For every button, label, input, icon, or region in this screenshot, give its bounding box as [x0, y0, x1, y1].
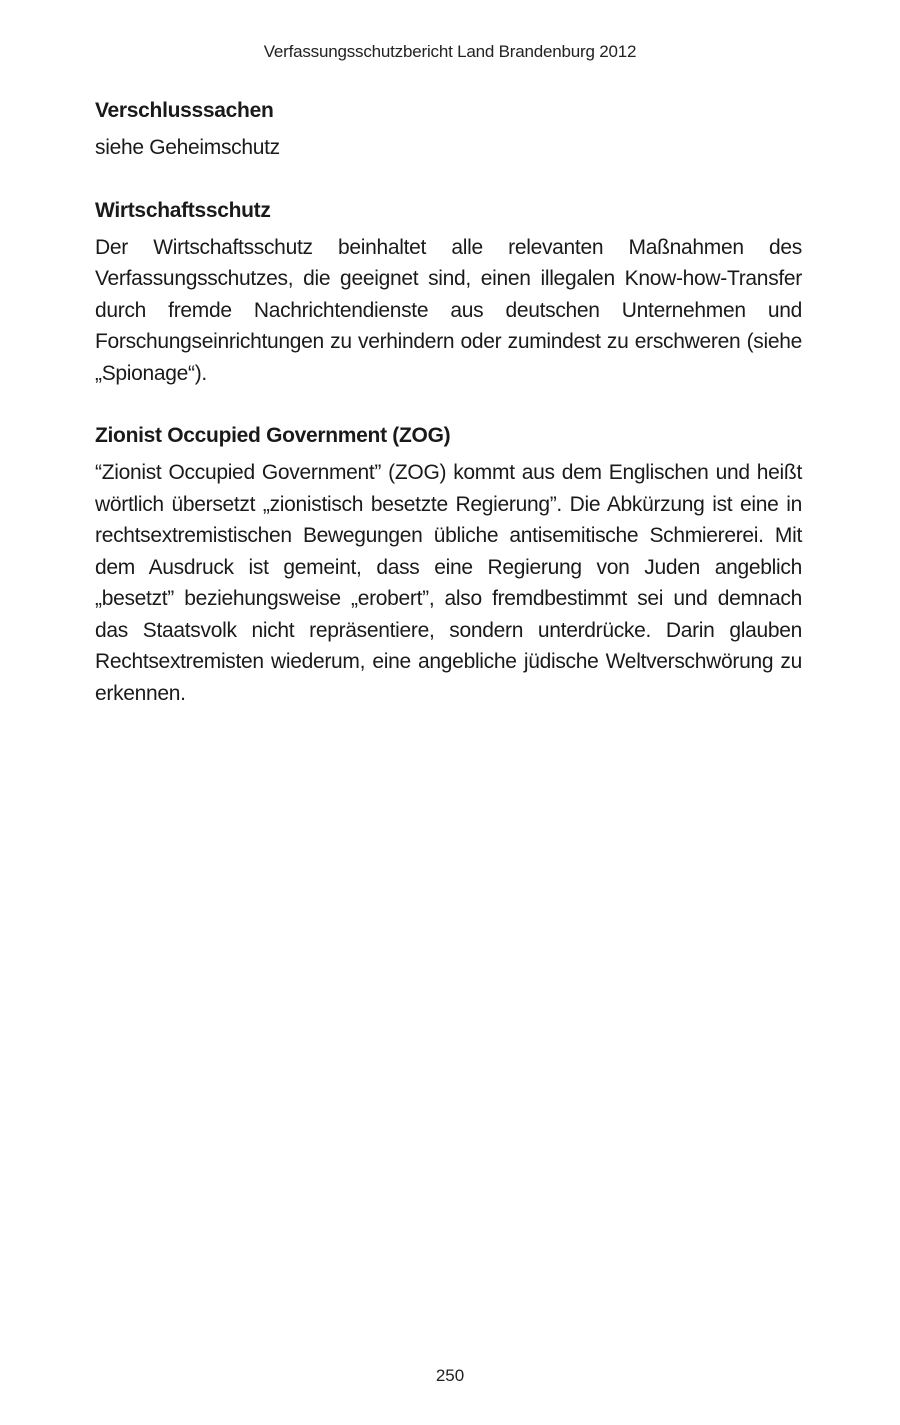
glossary-term: Zionist Occupied Government (ZOG)	[95, 424, 451, 447]
glossary-definition: Der Wirtschaftsschutz beinhaltet alle relevanten Maßnahmen des Verfassungsschutzes, die geeignet sind, einen illegalen Know-how-Transfer durch fremde Nachrichtendienste aus deutschen Unternehmen und Forschungseinrichtungen zu verhindern oder zumindest zu erschweren (siehe „Spionage“).	[95, 235, 802, 385]
glossary-definition: “Zionist Occupied Government” (ZOG) kommt aus dem Englischen und heißt wörtlich übersetzt „zionistisch besetzte Regierung”. Die Abkürzung ist eine in rechtsextremistischen Bewegungen übliche antisemitische Schmiererei. Mit dem Ausdruck ist gemeint, dass eine Regierung von Juden angeblich „besetzt” beziehungsweise „erobert”, also fremdbestimmt sei und demnach das Staatsvolk nicht repräsentiere, sondern unterdrücke. Darin glauben Rechtsextremisten wiederum, eine angebliche jüdische Weltverschwörung zu erkennen.	[95, 461, 802, 705]
glossary-term: Verschlusssachen	[95, 99, 274, 122]
glossary-term: Wirtschaftsschutz	[95, 198, 271, 222]
glossary-entry-wirtschaftsschutz	[95, 196, 802, 390]
page-number: 250	[435, 1366, 465, 1385]
glossary-definition: siehe Geheimschutz	[95, 136, 280, 159]
glossary-entry-verschlusssachen	[95, 96, 802, 164]
glossary-entry-zog	[95, 421, 802, 709]
running-header: Verfassungsschutzbericht Land Brandenburg 2012	[263, 42, 637, 61]
glossary-content	[95, 96, 802, 741]
